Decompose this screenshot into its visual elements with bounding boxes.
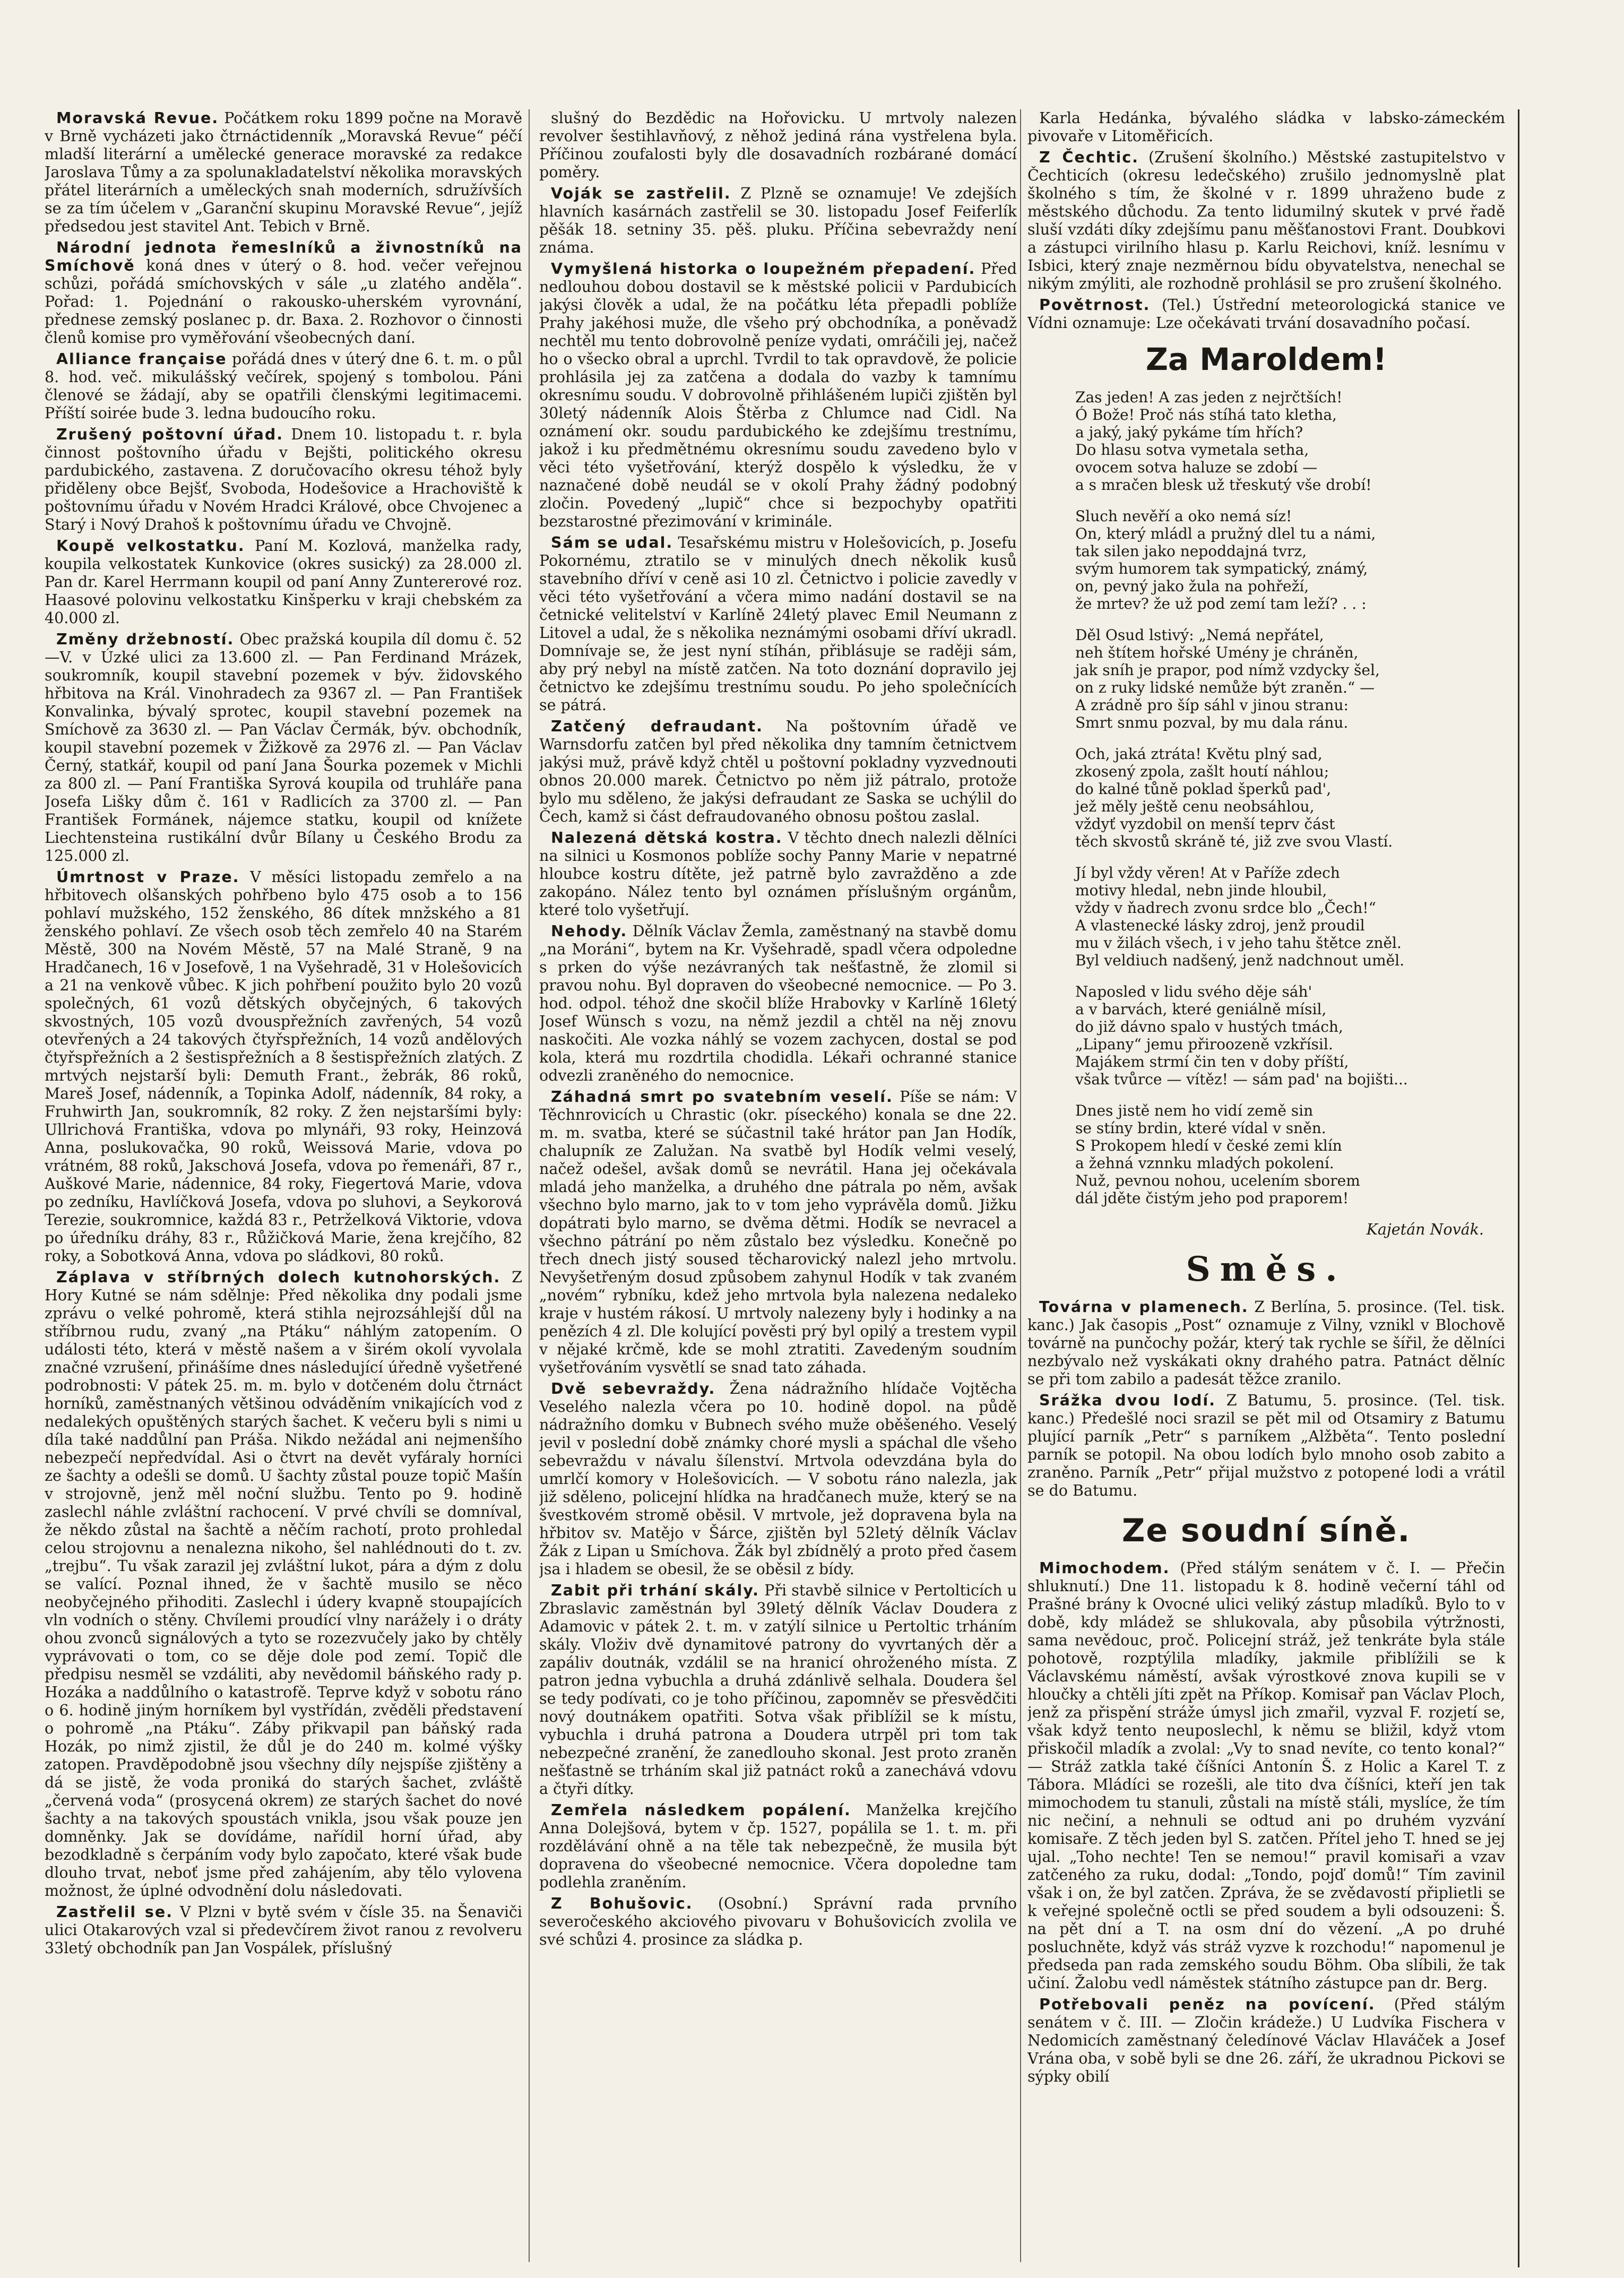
news-item (539, 922, 1017, 1085)
poem (1075, 389, 1505, 1207)
news-item (539, 260, 1017, 531)
section-title-smes: Směs. (1186, 1249, 1347, 1289)
news-item-body: Dělník Václav Žemla, zaměstnaný na stavbě domu „na Moráni“, bytem na Kr. Vyšehradě, spadl včera odpoledne s prken do výše nezávraných tak nešťastně, že zlomil si pravou nohu. Byl dopraven do všeobecné nemocnice. — Po 3. hod. odpol. téhož dne skočil blíže Hrabovky v Karlíně 16letý Josef Wünsch s vozu, na němž jezdil a chtěl na něj znovu naskočiti. Ale vozka náhlý se vozem zachycen, dostal se pod kola, která mu rozdrtila chodidla. Lékaři ochranné stanice odvezli zraněného do nemocnice. (539, 922, 1017, 1084)
poem-line: dál jděte čistým jeho pod praporem! (1075, 1189, 1349, 1207)
news-item (45, 109, 522, 236)
poem-line: zkosený zpola, zašlt houtí náhlou; (1075, 763, 1329, 780)
column-divider (1020, 109, 1021, 2262)
news-item-body: Počátkem roku 1899 počne na Moravě v Brně vycházeti jako čtrnáctidenník „Moravská Revue“ péčí mladší literární a umělecké generace moravské za redakce Jaroslava Tůmy a za spolunakladatelství několika moravských přátel literárních a uměleckých snah moderních, sdružívších se za tím účelem v „Garanční skupinu Moravské Revue“, jejíž předsedou jest stavitel Ant. Tebich v Brně. (45, 109, 522, 235)
poem-line: On, který mládl a pružný dlel tu a námi, (1075, 525, 1376, 542)
news-item-body: Z Berlína, 5. prosince. (Tel. tisk. kanc.) Jak časopis „Post“ oznamuje z Vilny, vznikl v Blochově továrně na punčochy požár, který tak rychle se šířil, že dělníci nezbývalo než vyskákati okny drahého patra. Patnáct dělníc se při tom zabilo a padesát těžce zranilo. (1027, 1298, 1505, 1388)
poem-line: svým humorem tak sympatický, známý, (1075, 560, 1368, 577)
poem-line: A zrádně pro šíp sáhl v jinou stranu: (1075, 696, 1349, 714)
news-item-headline: Úmrtnost v Praze. (56, 868, 240, 886)
news-item (45, 537, 522, 627)
poem-line: Dnes jistě nem ho vidí země sin (1075, 1102, 1314, 1119)
news-item (539, 1801, 1017, 1892)
poem-line: vždy v ňadrech zvonu srdce blo „Čech!“ (1075, 899, 1376, 917)
news-item (45, 350, 522, 422)
poem-line: se stíny brdin, které vídal v sněn. (1075, 1119, 1326, 1137)
news-item-body: V měsíci listopadu zemřelo a na hřbitovech olšanských pohřbeno bylo 475 osob a to 156 pohlaví mužského, 152 ženského, 86 dítek mnžského a 81 ženského pohlaví. Ze všech osob těch zemřelo 40 na Starém Městě, 300 na Novém Městě, 57 na Malé Straně, 9 na Hradčanech, 16 v Josefově, 1 na Vyšehradě, 31 v Holešovicích a 21 na venkově vůbec. K jich pohřbení použito bylo 20 vozů společných, 61 vozů dětských obyčejných, 6 takových skvostných, 105 vozů dvouspřežních zavřených, 54 vozů otevřených a 24 takových čtyřspřežních, 14 vozů andělových čtyřspřežních a 2 šestispřežních a 8 šestispřežních zlatých. Z mrtvých nejstarší byli: Demuth Frant., žebrák, 86 roků, Mareš Josef, nádenník, a Topinka Adolf, nádenník, 84 roky, a Fruhwirth Jan, soukromník, 82 roky. Z žen nejstaršími byly: Ullrichová Františka, vdova po mlynáři, 93 roky, Heinzová Anna, poslukovačka, 90 roků, Weissová Marie, vdova po vrátném, 88 roků, Jakschová Josefa, vdova po řemenáři, 87 r., Auškové Marie, nádennice, 84 roky, Fiegertová Marie, vdova po zedníku, Havlíčková Josefa, vdova po sluhovi, a Seykorová Terezie, soukromnice, každá 83 r., Petrželková Viktorie, vdova po úředníku dráhy, 83 r., Růžičková Marie, žena krejčího, 82 roky, a Sobotková Anna, vdova po sládkovi, 80 roků. (45, 868, 522, 1265)
news-item-headline: Zatčený defraudant. (551, 718, 763, 735)
poem-line: S Prokopem hledí v české zemi klín (1075, 1137, 1342, 1154)
poem-line: Nuž, pevnou nohou, ucelením sborem (1075, 1172, 1360, 1189)
poem-title: Za Maroldem! (1145, 341, 1387, 377)
poem-stanza (1075, 389, 1505, 494)
column-left (45, 109, 522, 2257)
poem-line: Děl Osud lstivý: „Nemá nepřátel, (1075, 626, 1324, 644)
news-item-headline: Národní jednota řemeslníků a živnostníků na Smíchově (45, 239, 522, 274)
poem-stanza (1075, 864, 1505, 969)
news-item-headline: Potřebovali peněz na povícení. (1039, 1996, 1376, 2013)
poem-line: těch skvostů skráně té, již zve svou Vlastí. (1075, 833, 1393, 850)
news-item-headline: Vymyšlená historka o loupežném přepadení. (551, 260, 976, 278)
poem-stanza (1075, 507, 1505, 612)
news-item-body: Z Plzně se oznamuje! Ve zdejších hlavních kasárnách zastřelil se 30. listopadu Josef Feiferlík pěšák 18. setniny 35. pěš. pluku. Příčina sebevraždy není známa. (539, 185, 1017, 256)
poem-line: a v barvách, které geniálně mísil, (1075, 1000, 1327, 1018)
news-item-body: V Plzni v bytě svém v čísle 35. na Šenaviči ulici Otakarových vzal si předevčírem život ranou z revolveru 33letý obchodník pan Jan Vospálek, příslušný (45, 1903, 522, 1957)
poem-line: Sluch nevěří a oko nemá síz! (1075, 507, 1292, 525)
poem-line: Och, jaká ztráta! Květu plný sad, (1075, 745, 1323, 763)
news-item-headline: Záhadná smrt po svatebním veselí. (551, 1088, 893, 1106)
news-item (45, 239, 522, 347)
news-item-headline: Moravská Revue. (56, 109, 219, 127)
news-item (1027, 1298, 1505, 1388)
poem-stanza (1075, 626, 1505, 731)
poem-stanza (1075, 1102, 1505, 1207)
poem-line: jež měly ještě cenu neobsáhlou, (1075, 798, 1315, 815)
news-item-body: Z Batumu, 5. prosince. (Tel. tisk. kanc.) Předešlé noci srazil se pět mil od Otsamiry z Batumu plující parník „Petr“ s parníkem „Alžběta“. Tento poslední parník se potopil. Na obou lodích bylo mnoho osob zabito a zraněno. Parník „Petr“ přijal mužstvo z potopené lodi a vrátil se do Batumu. (1027, 1392, 1505, 1499)
news-item (1027, 149, 1505, 293)
poem-author: Kajetán Novák. (1366, 1221, 1484, 1238)
news-item (1027, 109, 1505, 145)
news-item (539, 109, 1017, 182)
poem-stanza (1075, 745, 1505, 850)
news-item-headline: Továrna v plamenech. (1039, 1298, 1249, 1316)
column-divider (529, 109, 530, 2262)
page-edge-rule (1518, 109, 1519, 2267)
news-item (539, 1380, 1017, 1578)
poem-line: vždyť vyzdobil on menší teprv část (1075, 815, 1335, 833)
poem-line: tak silen jako nepoddajná tvrz, (1075, 542, 1307, 560)
news-item-body: (Tel.) Ústřední meteorologická stanice ve Vídni oznamuje: Lze očekávati trvání dosavadního počasí. (1027, 296, 1505, 332)
news-item-body: (Osobní.) Správní rada prvního severočeského akciového pivovaru v Bohušovicích zvolila ve své schůzi 4. prosince za sládka p. (539, 1895, 1017, 1948)
poem-line: do kalné tůně poklad šperků pad', (1075, 780, 1332, 798)
poem-line: Naposled v lidu svého děje sáh' (1075, 983, 1312, 1000)
news-item-body: (Před stálým senátem v č. III. — Zločin krádeže.) U Ludvíka Fischera v Nedomicích zaměstnaný čeledínové Václav Hlaváček a Josef Vrána oba, v sobě byli se dne 26. září, že ukradnou Pickovi se sýpky obilí (1027, 1996, 1505, 2085)
poem-line: a jaký, jaký pykáme tím hřích? (1075, 424, 1303, 441)
news-item (1027, 296, 1505, 332)
news-item-body: Na poštovním úřadě ve Warnsdorfu zatčen byl před několika dny tamním četnictvem jakýsi muž, právě když chtěl u poštovní pokladny vyzvednouti obnos 20.000 marek. Četnictvo po něm již pátralo, protože bylo mu sděleno, že jakýsi defraudant ze Saska se uchýlil do Čech, kamž si část defraudovaného obnosu poštou zaslal. (539, 718, 1017, 825)
poem-line: neh štítem hořské Umény je chráněn, (1075, 644, 1359, 661)
poem-line: a žehná vznnku mladých pokolení. (1075, 1154, 1334, 1172)
news-item-headline: Srážka dvou lodí. (1039, 1392, 1216, 1409)
news-item-headline: Zrušený poštovní úřad. (56, 426, 284, 443)
news-item-body: Manželka krejčího Anna Dolejšová, bytem v čp. 1527, popálila se 1. t. m. při rozdělávání ohně a na těle tak nebezpečně, že musila být dopravena do všeobecné nemocnice. Včera dopoledne tam podlehla zraněním. (539, 1801, 1017, 1891)
news-item-headline: Voják se zastřelil. (551, 185, 731, 202)
poem-line: ovocem sotva haluze se zdobí — (1075, 459, 1318, 476)
news-item-body: Obec pražská koupila díl domu č. 52—V. v Úzké ulici za 13.600 zl. — Pan Ferdinand Mrázek, soukromník, koupil stavební pozemek v býv. židovského hřbitova na Král. Vinohradech za 9367 zl. — Pan František Konvalinka, bývalý sprotec, koupil stavební pozemek na Smíchově za 3630 zl. — Pan Václav Čermák, býv. obchodník, koupil stavební pozemek v Žižkově za 2976 zl. — Pan Václav Černý, statkář, koupil od paní Jana Šourka pozemek v Michli za 800 zl. — Paní Františka Syrová koupila od truhláře pana Josefa Lišky dům č. 161 v Radlicích za 3700 zl. — Pan František Formánek, nájemce statku, koupil od knížete Liechtensteina rustikální dvůr Bílany u Českého Brodu za 125.000 zl. (45, 631, 522, 865)
news-item-body: Karla Hedánka, bývalého sládka v labsko-zámeckém pivovaře v Litoměřicích. (1027, 109, 1505, 145)
poem-line: on z ruky lidské nemůže být zraněn.“ — (1075, 679, 1375, 696)
poem-line: Ó Bože! Proč nás stíhá tato kletha, (1075, 406, 1337, 424)
poem-stanza (1075, 983, 1505, 1088)
poem-line: a s mračen blesk už třeskutý vše drobí! (1075, 476, 1372, 494)
news-item-headline: Zastřelil se. (56, 1903, 174, 1921)
news-item-body: V těchto dnech nalezli dělníci na silnici u Kosmonos poblíže sochy Panny Marie v nepatrné hloubce kostru dítěte, jež patrně bylo zavražděno a zde zakopáno. Nález tento byl oznámen příslušným orgánům, které tolo vyšetřují. (539, 829, 1017, 919)
news-item (45, 631, 522, 865)
news-item (539, 1088, 1017, 1377)
news-item-body: Před nedlouhou dobou dostavil se k městské policii v Pardubicích jakýsi člověk a udal, že na počátku léta přepadli poblíže Prahy jakéhosi muže, dle všeho prý obchodníka, a poněvadž nechtěl mu tento dobrovolně peníze vydati, omráčili jej, načež ho o všecko obral a uprchl. Tvrdil to tak opravdově, že policie prohlásila jej za zatčena a dodala do vazby k tamnímu okresnímu soudu. V dobrovolně přihlášeném lupiči zjištěn byl 30letý nádenník Alois Štěrba z Chlumce nad Cidl. Na oznámení okr. soudu pardubického ke zdejšímu trestnímu, jakož i ku předmětnému okresnímu soudu zavedeno bylo v věci této vyšetřování, kterýž dospělo k výsledku, že v naznačené době neudál se v okolí Prahy žádný podobný zločin. Povedený „lupič“ chce si bezpochyby opatřiti bezstarostné přezimování v kriminále. (539, 260, 1017, 530)
poem-line: Byl veldiuch nadšený, jenž nadchnout uměl. (1075, 952, 1405, 969)
poem-line: Majákem strmí čin ten v doby příští, (1075, 1053, 1349, 1071)
news-item (1027, 1392, 1505, 1500)
poem-line: on, pevný jako žula na pohřeží, (1075, 577, 1309, 595)
news-item (539, 829, 1017, 919)
news-item (539, 718, 1017, 826)
poem-line: mu v žilách všech, i v jeho tahu štětce zněl. (1075, 934, 1402, 952)
news-item-headline: Povětrnost. (1039, 296, 1151, 314)
news-item-body: Tesařskému mistru v Holešovicích, p. Josefu Pokornému, ztratilo se v minulých dnech několik kusů stavebního dříví v ceně asi 10 zl. Četnictvo i policie zavedly v věci této vyšetřování a včera mimo nadání dostavil se na četnické velitelství v Karlíně 24letý plavec Emil Neumann z Litovel a udal, že s několika neznámými osobami dříví ukradl. Domnívaje se, že jest nyní stíhán, přiblásuje se raději sám, aby prý nebyl na místě zatčen. Na toto doznání dopravilo jej četnictvo ke zdejšímu trestnímu soudu. Po jeho společnících se pátrá. (539, 534, 1017, 714)
news-item (539, 534, 1017, 714)
news-item-headline: Dvě sebevraždy. (551, 1380, 716, 1397)
news-item-body: (Zrušení školního.) Městské zastupitelstvo v Čechticích (okresu ledečského) zrušilo jednomyslně plat školného s tím, že školné v r. 1899 uhraženo bude z městského důchodu. Za tento lidumilný skutek v prvé řadě sluší vzdáti díky zdejšímu panu měšťanostovi Frant. Doubkovi a zástupci virilního hlasu p. Karlu Reichovi, kníž. lesnímu v Isbici, který znaje nezměrnou bídu obyvatelstva, nenechal se nikým zmýliti, ale rozhodně prohlásil se pro zrušení školného. (1027, 149, 1505, 292)
news-item (45, 868, 522, 1265)
news-item-body: Dnem 10. listopadu t. r. byla činnost poštovního úřadu v Bejšti, politického okresu pardubického, zastavena. Z doručovacího okresu téhož byly přiděleny obce Bejšť, Svoboda, Hodešovice a Hrachoviště k poštovnímu úřadu v Novém Hradci Králové, obce Chvojenec a Starý i Nový Drahoš k poštovnímu úřadu ve Chvojně. (45, 426, 522, 533)
poem-line: do již dávno spalo v hustých tmách, (1075, 1018, 1343, 1036)
poem-line: že mrtev? že už pod zemí tam leží? . . : (1075, 595, 1367, 612)
poem-line: „Lipany“ jemu přiroozeně vzkřísil. (1075, 1036, 1333, 1053)
news-item-body: Paní M. Kozlová, manželka rady, koupila velkostatek Kunkovice (okres susický) za 28.000 zl. Pan dr. Karel Herrmann koupil od paní Anny Zuntererové roz. Haasové polovinu velkostatku Kinšperku v kraji chebském za 40.000 zl. (45, 537, 522, 627)
news-item-body: Z Hory Kutné se nám sdělnje: Před několika dny podali jsme zprávu o velké pohromě, která stihla nejrozsáhlejší důl na stříbrnou rudu, zvaný „na Ptáku“ náhlým zatopením. O události této, která v městě našem a v širém okolí vyvolala značné vzrušení, přinášíme dnes následující úředně vyšetřené podrobnosti: V pátek 25. m. m. bylo v dotčeném dolu čtrnáct horníků, zaměstnaných většinou odváděním vnikajících vod z nedalekých opuštěných starých šachet. K večeru byli s nimi u díla také naddůlní pan Práša. Nikdo nežádal ani nejmenšího nebezpečí nepředvídal. Asi o čtvrt na devět vyfáraly horníci ze šachty a odešli se domů. U šachty zůstal pouze topič Mašín v strojovně, jenž měl noční službu. Tento po 9. hodině zaslechl náhle zvláštní rachocení. V prvé chvíli se domníval, že někdo zůstal na šachtě a něčím rachotí, proto prohledal celou strojovnu a nenalezna nikoho, šel nahlédnouti do t. zv. „trejbu“. Tu však zarazil jej zvláštní lukot, pára a dým z dolu se valící. Poznal ihned, že v šachtě musilo se něco neobyčejného přihoditi. Zaslechl i údery kvapně stoupajících vln vodních o stěny. Chvílemi proudící vlny narážely i o dráty ohou zvonců signálových a tyto se rozezvučely jako by chtěly vyprávovati o tom, co se děje dole pod zemí. Topič dle předpisu nesměl se vzdáliti, aby nevědomil báňského rady p. Hozáka a naddůlního o katastrofě. Teprve když v sobotu ráno o 6. hodině jiným horníkem byl vystřídán, zvěděli představení o pohromě „na Ptáku“. Záby přikvapil pan báňský rada Hozák, po nimž zjistil, že důl je do 240 m. kolmé výšky zatopen. Pravděpodobně jsou všechny díly nejspíše zjištěny a dá se jistě, že voda proniká do starých šachet, zvláště „červená voda“ (prosycená okrem) ze starých šachet do nové šachty a na takových spoustách vnikla, jsou však pouze jen domněnky. Jak se dovídáme, nařídil horní úřad, aby bezodkladně s čerpáním vody bylo započato, které však bude dlouho trvat, neboť jsme před zahájením, aby tělo vylovena možnost, že úplné odvodnění dolu následovati. (45, 1269, 522, 1900)
news-item-body: Při stavbě silnice v Pertolticích u Zbraslavic zaměstnán byl 39letý dělník Václav Doudera z Adamovic v pátek 2. t. m. v zatýlí silnice u Pertoltic trháním skály. Vloživ dvě dynamitové patrony do vyvrtaných děr a zapáliv doutnák, vzdálil se na hranicí ohroženého místa. Z patron jedna vybuchla a druhá zdánlivě selhala. Doudera šel se tedy podívati, co je toho příčinou, zapomněv se přesvědčiti nový doutnákem opatřiti. Sotva však přiblížil se k místu, vybuchla i druhá patrona a Doudera utrpěl pri tom tak nebezpečné zranění, že zanedlouho skonal. Jest proto zraněn nešťastně se trháním skal již patnáct roků a zanechává vdovu a čtyři dítky. (539, 1582, 1017, 1798)
news-item-body: (Před stálým senátem v č. I. — Přečin shluknutí.) Dne 11. listopadu k 8. hodině večerní táhl od Prašné brány k Ovocné ulici veliký zástup mladíků. Bylo to v době, kdy mládež se shlukovala, aby působila výtržnosti, sama nevědouc, proč. Policejní stráž, jež tenkráte byla stále pohotově, rozptýlila mladíky, jakmile přiblížili se k Václavskému náměstí, avšak výrostkové znova kupili se v hloučky a chtěli jíti zpět na Příkop. Komisař pan Václav Ploch, jenž za přispění stráže úmysl jich zmařil, vyzval F. rozjetí se, však když tento neuposlechl, k němu se bližil, když vtom přiskočil mladík a zvolal: „Vy to snad nevíte, co tento konal?“ — Stráž zatkla také číšníci Antonín Š. z Holic a Karel T. z Tábora. Mládíci se rozešli, ale tito dva číšníci, kteří jen tak mimochodem tu stanuli, zůstali na místě stáli, myslíce, že tím nic nečiní, a nehnuli se odtud ani po druhém vyzvání komisaře. Z těch jeden byl S. zatčen. Přítel jeho T. hned se jej ujal. „Toho nechte! Ten se nemou!“ pravil komisaři a vzav zatčeného za ruku, dodal: „Tondo, pojď domů!“ Tím zavinil však i on, že byl zatčen. Zpráva, že se zvědavostí připlietli se k veřejné společně octli se před soudem a byli odsouzeni: Š. na pět dní a T. na osm dní do vězení. „A po druhé posluchněte, když vás stráž vyzve k rozchodu!“ napomenul je předseda pan rada zemského soudu Böhm. Oba slíbili, že tak učiní. Žalobu vedl náměstek státního zástupce pan dr. Berg. (1027, 1559, 1505, 1992)
news-item-body: slušný do Bezdědic na Hořovicku. U mrtvoly nalezen revolver šestihlavňový, z něhož jediná rána vystřelena byla. Příčinou zoufalosti byly dle dosavadních rozbárané domácí poměry. (539, 109, 1017, 181)
news-item-headline: Alliance française (56, 350, 227, 368)
poem-line: Smrt snmu pozval, by mu dala ránu. (1075, 714, 1349, 731)
news-item (1027, 1559, 1505, 1992)
news-item-headline: Zemřela následkem popálení. (551, 1801, 851, 1819)
poem-line: A vlastenecké lásky zdroj, jenž proudil (1075, 917, 1365, 934)
news-item-headline: Nalezená dětská kostra. (551, 829, 783, 847)
news-item-body: koná dnes v úterý o 8. hod. večer veřejnou schůzi, pořádá smíchovských v sále „u zlatého anděla“. Pořad: 1. Pojednání o rakousko-uherském vyrovnání, přednese zemský poslanec p. dr. Baxa. 2. Rozhovor o činnosti členů komise pro vyměřování všeobecných daní. (45, 257, 522, 347)
poem-line: Do hlasu sotva vymetala setha, (1075, 441, 1309, 459)
news-item (1027, 1996, 1505, 2086)
poem-line: jak sníh je prapor, pod nímž vzdycky šel, (1075, 661, 1380, 679)
news-item (539, 1582, 1017, 1798)
column-right (1027, 109, 1505, 2257)
poem-line: Zas jeden! A zas jeden z nejrčtších! (1075, 389, 1343, 406)
poem-line: však tvůrce — vítěz! — sám pad' na bojišti... (1075, 1071, 1408, 1088)
news-item-headline: Zabit při trhání skály. (551, 1582, 760, 1599)
news-item-headline: Z Čechtic. (1039, 149, 1139, 166)
poem-line: Jí byl vždy věren! At v Paříže zdech (1075, 864, 1340, 882)
news-item-headline: Záplava v stříbrných dolech kutnohorských. (56, 1269, 501, 1286)
news-item (45, 1903, 522, 1957)
news-item-headline: Sám se udal. (551, 534, 673, 551)
news-item-headline: Změny držebností. (56, 631, 235, 648)
news-item (539, 185, 1017, 257)
news-item-headline: Nehody. (551, 922, 628, 940)
news-item (539, 1895, 1017, 1949)
news-item (45, 1269, 522, 1900)
news-item (45, 426, 522, 534)
column-middle (539, 109, 1017, 2257)
section-title-court: Ze soudní síně. (1121, 1512, 1411, 1549)
poem-line: motivy hledal, nebn jinde hloubil, (1075, 882, 1327, 899)
news-item-body: pořádá dnes v úterý dne 6. t. m. o půl 8. hod. več. mikulášský večírek, spojený s tombolou. Páni členové se žádají, aby se opatřili členskými legitimacemi. Příští soirée bude 3. ledna budoucího roku. (45, 350, 522, 422)
news-item-headline: Koupě velkostatku. (56, 537, 245, 555)
news-item-body: Píše se nám: V Těchnrovicích u Chrastic (okr. píseckého) konala se dne 22. m. m. svatba, které se súčastnil také hrátor pan Jan Hodík, chalupník ze Zalužan. Na svatbě byl Hodík velmi veselý, načež odešel, avšak domů se nevrátil. Hana jej očekávala mladá jeho manželka, a druhého dne pátrala po něm, avšak všechno bylo marno, jak to v tom jeho vyprávěla domů. Jižku dopátrati bylo marno, se dvěma dětmi. Hodík se nevracel a všechno pátrání po něm zůstalo bez výsledku. Konečně po třech dnech jistý soused těcharovický nalezl jeho mrtvolu. Nevyšetřeným dosud způsobem zahynul Hodík v tak zvaném „novém“ rybníku, kdež jeho mrtvola byla nalezena nedaleko kraje v hustém rákosí. U mrtvoly nalezeny byly i hodinky a na penězích 4 zl. Dle kolující pověsti prý byl opilý a trestem vypil v nějaké krčmě, kde se mohl ztratiti. Zavedeným soudním vyšetřováním vysvětlí se snad tato záhada. (539, 1088, 1017, 1376)
news-item-body: Žena nádražního hlídače Vojtěcha Veselého nalezla včera po 10. hodině dopol. na půdě nádražního domku v Bubnech svého muže oběšeného. Veselý jevil v poslední době známky choré mysli a spáchal dle všeho sebevraždu v návalu šílenství. Mrtvola odevzdána byla do umrlčí komory v Holešovicích. — V sobotu ráno nalezla, jak již sděleno, policejní hlídka na hradčanech muže, který se na švestkovém stromě oběsil. V mrtvole, jež dopravena byla na hřbitov sv. Matějo v Šárce, zjištěn byl 52letý dělník Václav Žák z Lipan u Smíchova. Žák byl zbídnělý a proto před časem jsa i hladem se obesil, že se oběsil z bídy. (539, 1380, 1017, 1578)
news-item-headline: Mimochodem. (1039, 1559, 1170, 1577)
news-item-headline: Z Bohušovic. (551, 1895, 693, 1912)
